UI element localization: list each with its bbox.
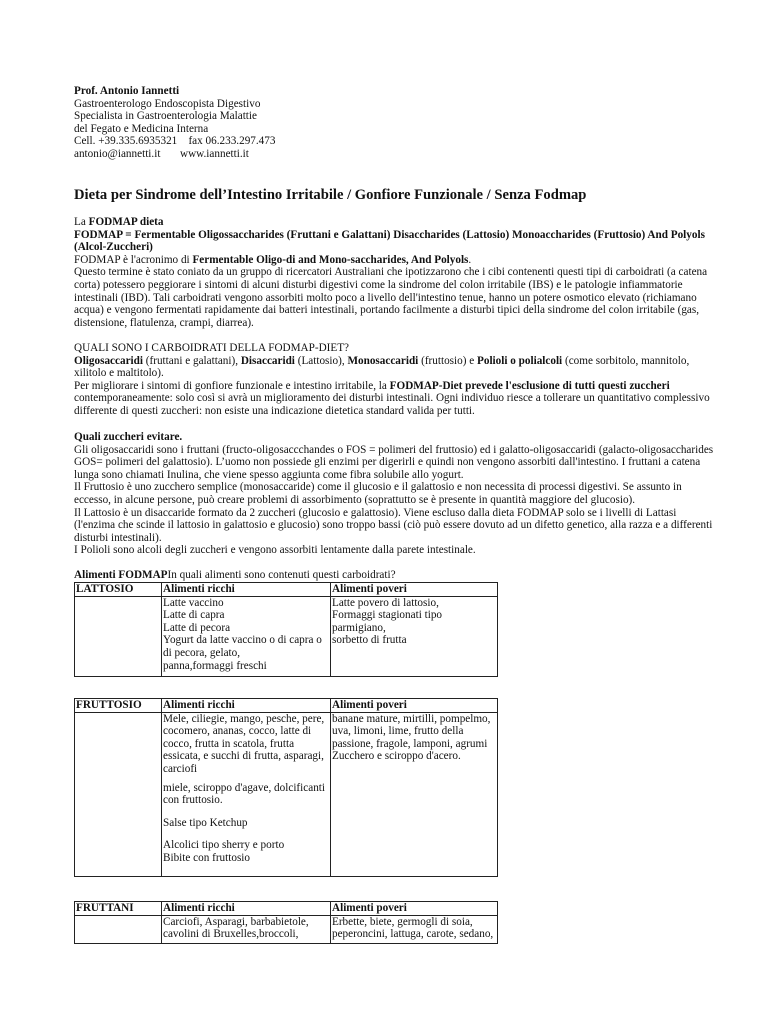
rich-header: Alimenti ricchi [162, 902, 331, 916]
poor-header: Alimenti poveri [331, 902, 498, 916]
avoid-heading: Quali zuccheri evitare. [74, 431, 183, 443]
author-name: Prof. Antonio Iannetti [74, 85, 180, 97]
fruttani-table [74, 901, 498, 944]
poor-header: Alimenti poveri [331, 583, 498, 597]
fruttosio-poor: banane mature, mirtilli, pompelmo, uva, limoni, lime, frutto della passione, fragole, lamponi, agrumi Zucchero e sciroppo d'acero. [331, 712, 498, 876]
carbs-list: Oligosaccaridi (fruttani e galattani), Disaccaridi (Lattosio), Monosaccaridi (fruttosio) e Polioli o polialcoli (come sorbitolo, mannitolo, xilitolo e maltitolo). [74, 354, 690, 380]
carbs-paragraph: Per migliorare i sintomi di gonfiore funzionale e intestino irritabile, la FODMAP-Diet prevede l'esclusione di tutti questi zuccheri contemporaneamente: solo così si avrà un miglioramento dei disturbi intestinali. Ogni individuo riesce a tollerare un quantitativo complessivo differente di questi zuccheri: non esiste una indicazione dietetica standard valida per tutti. [74, 379, 710, 417]
rich-header: Alimenti ricchi [162, 699, 331, 713]
author-phone: Cell. +39.335.6935321 fax 06.233.297.473 [74, 135, 276, 148]
avoid-paragraph: I Polioli sono alcoli degli zuccheri e vengono assorbiti lentamente dalla parete intestinale. [74, 544, 476, 557]
lattosio-table [74, 582, 498, 677]
fruttani-rich: Carciofi, Asparagi, barbabietole, cavolini di Bruxelles,broccoli, [162, 915, 331, 943]
page-title: Dieta per Sindrome dell’Intestino Irritabile / Gonfiore Funzionale / Senza Fodmap [74, 187, 587, 203]
author-line: Specialista in Gastroenterologia Malattie [74, 110, 257, 123]
carbs-section [74, 342, 714, 418]
avoid-paragraph: Il Fruttosio è uno zucchero semplice (monosaccaride) come il glucosio e il galattosio e non necessita di processi digestivi. Se assunto in eccesso, in alcune persone, può creare problemi di assorbimento (soprattutto se è presente in quantità maggiore del glucosio). [74, 481, 682, 506]
fruttani-name: FRUTTANI [75, 902, 162, 916]
carbs-heading: QUALI SONO I CARBOIDRATI DELLA FODMAP-DIET? [74, 342, 350, 354]
fruttani-poor: Erbette, biete, germogli di soia, peperoncini, lattuga, carote, sedano, [331, 915, 498, 943]
fruttosio-name: FRUTTOSIO [75, 699, 162, 713]
avoid-paragraph: Gli oligosaccaridi sono i fruttani (fructo-oligosaccchandes o FOS = polimeri del fruttosio) ed i galatto-oligosaccaridi (galacto-oligosaccharides GOS= polimeri del galattosio). L’uomo non possiede gli enzimi per digerirli e quindi non vengono assorbiti dall'intestino. I fruttani a catena lunga sono chiamati Inulina, che viene spesso aggiunta come fibra solubile allo yogurt. [74, 443, 714, 481]
fruttosio-table [74, 698, 498, 877]
rich-header: Alimenti ricchi [162, 583, 331, 597]
foods-heading: Alimenti FODMAPIn quali alimenti sono contenuti questi carboidrati? [74, 569, 396, 581]
fodmap-acronym: FODMAP è l'acronimo di Fermentable Oligo-di and Mono-saccharides, And Polyols. [74, 253, 472, 266]
avoid-paragraph: Il Lattosio è un disaccaride formato da 2 zuccheri (glucosio e galattosio). Viene escluso dalla dieta FODMAP solo se i livelli di Lattasi (l'enzima che scinde il lattosio in galattosio e glucosio) sono troppo bassi (ciò può essere dovuto ad un difetto genetico, alla razza e a differenti disturbi intestinali). [74, 506, 713, 544]
intro-la: La FODMAP dieta [74, 216, 164, 228]
empty-cell [75, 712, 162, 876]
poor-header: Alimenti poveri [331, 699, 498, 713]
lattosio-rich: Latte vaccino Latte di capra Latte di pecora Yogurt da latte vaccino o di capra o di pecora, gelato, panna,formaggi freschi [162, 596, 331, 676]
author-contact: antonio@iannetti.it www.iannetti.it [74, 147, 249, 160]
avoid-section [74, 431, 714, 557]
lattosio-name: LATTOSIO [75, 583, 162, 597]
intro-section [74, 216, 714, 329]
empty-cell [75, 915, 162, 943]
author-line: Gastroenterologo Endoscopista Digestivo [74, 97, 261, 110]
fodmap-definition: FODMAP = Fermentable Oligossaccharides (Fruttani e Galattani) Disaccharides (Lattosio) Monoaccharides (Fruttosio) And Polyols (Alcol-Zuccheri) [74, 228, 705, 254]
intro-paragraph: Questo termine è stato coniato da un gruppo di ricercatori Australiani che ipotizzarono che i cibi contenenti questi tipi di carboidrati (a catena corta) potessero peggiorare i sintomi di alcuni disturbi digestivi come la sindrome del colon irritabile (IBS) e le patologie infiammatorie intestinali (IBD). Tali carboidrati vengono assorbiti molto poco a livello dell'intestino tenue, hanno un potere osmotico elevato (richiamano acqua) e vengono fermentati rapidamente dai batteri intestinali, portando facilmente a disturbi tipici della sindrome del colon irritabile (gas, distensione, flatulenza, crampi, diarrea). [74, 266, 708, 329]
author-block [74, 85, 714, 161]
empty-cell [75, 596, 162, 676]
lattosio-poor: Latte povero di lattosio, Formaggi stagionati tipo parmigiano, sorbetto di frutta [331, 596, 498, 676]
author-line: del Fegato e Medicina Interna [74, 122, 209, 135]
fruttosio-rich: Mele, ciliegie, mango, pesche, pere, cocomero, ananas, cocco, latte di cocco, frutta in scatola, frutta essicata, e succhi di frutta, asparagi, carciofi miele, sciroppo d'agave, dolcificanti con fruttosio. Salse tipo Ketchup Alcolici tipo sherry e porto Bibite con fruttosio [162, 712, 331, 876]
